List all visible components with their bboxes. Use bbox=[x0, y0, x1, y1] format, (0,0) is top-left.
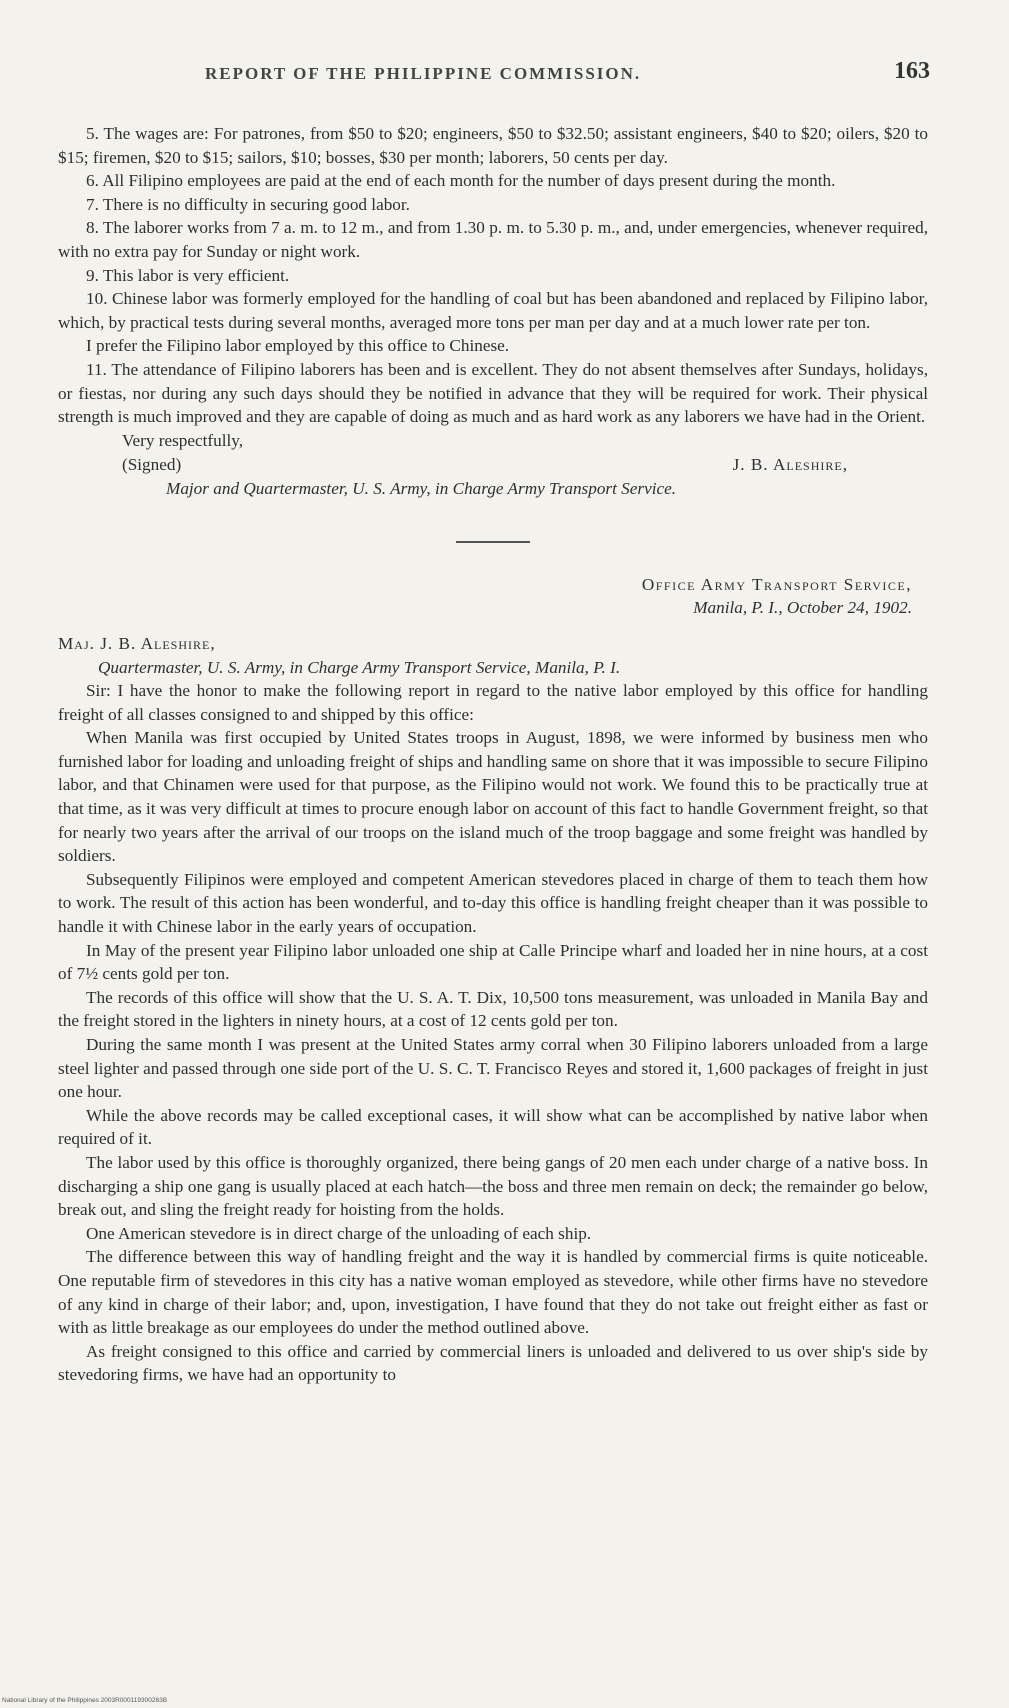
dateline bbox=[58, 573, 912, 620]
paragraph: I prefer the Filipino labor employed by this office to Chinese. bbox=[86, 336, 510, 356]
section-part1 bbox=[58, 122, 928, 429]
signed-note: (Signed) bbox=[122, 454, 182, 474]
paragraph: 9. This labor is very efficient. bbox=[86, 265, 290, 285]
section-part2 bbox=[58, 679, 928, 1387]
paragraph: In May of the present year Filipino labor unloaded one ship at Calle Principe wharf and loaded her in nine hours, at a cost of 7½ cents gold per ton. bbox=[58, 940, 928, 984]
paragraph: Subsequently Filipinos were employed and competent American stevedores placed in charge of them to teach them how to work. The result of this action has been wonderful, and to-day this office is handling freight cheaper than it was possible to handle it with Chinese labor in the early years of occupation. bbox=[58, 869, 928, 937]
paragraph: While the above records may be called exceptional cases, it will show what can be accomplished by native labor when required of it. bbox=[58, 1105, 928, 1149]
place-date: Manila, P. I., October 24, 1902. bbox=[693, 598, 912, 618]
signer-name: J. B. Aleshire, bbox=[732, 454, 848, 474]
paragraph: The records of this office will show that the U. S. A. T. Dix, 10,500 tons measurement, was unloaded in Manila Bay and the freight stored in the lighters in ninety hours, at a cost of 12 cents gold per ton. bbox=[58, 987, 928, 1031]
addressee-name: Maj. J. B. Aleshire, bbox=[58, 633, 216, 653]
paragraph: 5. The wages are: For patrones, from $50 to $20; engineers, $50 to $32.50; assistant engineers, $40 to $20; oilers, $20 to $15; firemen, $20 to $15; sailors, $10; bosses, $30 per month; laborers, 50 cents per day. bbox=[58, 124, 928, 167]
page-header bbox=[55, 58, 930, 88]
valediction: Very respectfully, bbox=[122, 430, 244, 450]
inside-address bbox=[58, 632, 928, 679]
office-name: Office Army Transport Service, bbox=[641, 574, 912, 594]
paragraph: 11. The attendance of Filipino laborers has been and is excellent. They do not absent themselves after Sundays, holidays, or fiestas, nor during any such days should they be notified in advance that they will be required for work. Their physical strength is much improved and they are capable of doing as much and as hard work as any laborers we have had in the Orient. bbox=[58, 359, 928, 427]
paragraph: One American stevedore is in direct charge of the unloading of each ship. bbox=[86, 1223, 592, 1243]
paragraph: Sir: I have the honor to make the following report in regard to the native labor employed by this office for handling freight of all classes consigned to and shipped by this office: bbox=[58, 681, 928, 724]
paragraph: As freight consigned to this office and carried by commercial liners is unloaded and delivered to us over ship's side by stevedoring firms, we have had an opportunity to bbox=[58, 1341, 928, 1385]
footer-credit: National Library of the Philippines 2003R000119300263B bbox=[2, 1697, 168, 1704]
section-divider bbox=[456, 541, 530, 543]
paragraph: The difference between this way of handling freight and the way it is handled by commercial firms is quite noticeable. One reputable firm of stevedores in this city has a native woman employed as stevedore, while other firms have no stevedore of any kind in charge of their labor; and, upon, investigation, I have found that they do not take out freight either as fast or with as little breakage as our employees do under the method outlined above. bbox=[58, 1247, 928, 1338]
paragraph: The labor used by this office is thoroughly organized, there being gangs of 20 men each under charge of a native boss. In discharging a ship one gang is usually placed at each hatch—the boss and three men remain on deck; the remainder go below, break out, and sling the freight ready for hoisting from the holds. bbox=[58, 1152, 928, 1220]
body-text bbox=[58, 122, 928, 1387]
running-head: REPORT OF THE PHILIPPINE COMMISSION. bbox=[205, 64, 642, 83]
paragraph: During the same month I was present at the United States army corral when 30 Filipino laborers unloaded from a large steel lighter and passed through one side port of the U. S. C. T. Francisco Reyes and stored it, 1,600 packages of freight in just one hour. bbox=[58, 1035, 928, 1102]
paragraph: 10. Chinese labor was formerly employed for the handling of coal but has been abandoned and replaced by Filipino labor, which, by practical tests during several months, averaged more tons per man per day and at a much lower rate per ton. bbox=[58, 289, 928, 332]
paragraph: 8. The laborer works from 7 a. m. to 12 m., and from 1.30 p. m. to 5.30 p. m., and, under emergencies, whenever required, with no extra pay for Sunday or night work. bbox=[58, 218, 928, 261]
addressee-title: Quartermaster, U. S. Army, in Charge Army Transport Service, Manila, P. I. bbox=[98, 657, 621, 677]
paragraph: 6. All Filipino employees are paid at the end of each month for the number of days present during the month. bbox=[86, 171, 836, 191]
letter-closing bbox=[58, 429, 928, 501]
signer-title: Major and Quartermaster, U. S. Army, in Charge Army Transport Service. bbox=[166, 478, 677, 498]
page-number: 163 bbox=[894, 58, 930, 84]
paragraph: 7. There is no difficulty in securing good labor. bbox=[86, 194, 410, 214]
paragraph: When Manila was first occupied by United States troops in August, 1898, we were informed by business men who furnished labor for loading and unloading freight of ships and handling same on shore that it was impossible to secure Filipino labor, and that Chinamen were used for that purpose, as the Filipino would not work. We found this to be practically true at that time, as it was very difficult at times to procure enough labor on account of this fact to handle Government freight, so that for nearly two years after the arrival of our troops on the island much of the troop baggage and some freight was handled by soldiers. bbox=[58, 728, 928, 866]
